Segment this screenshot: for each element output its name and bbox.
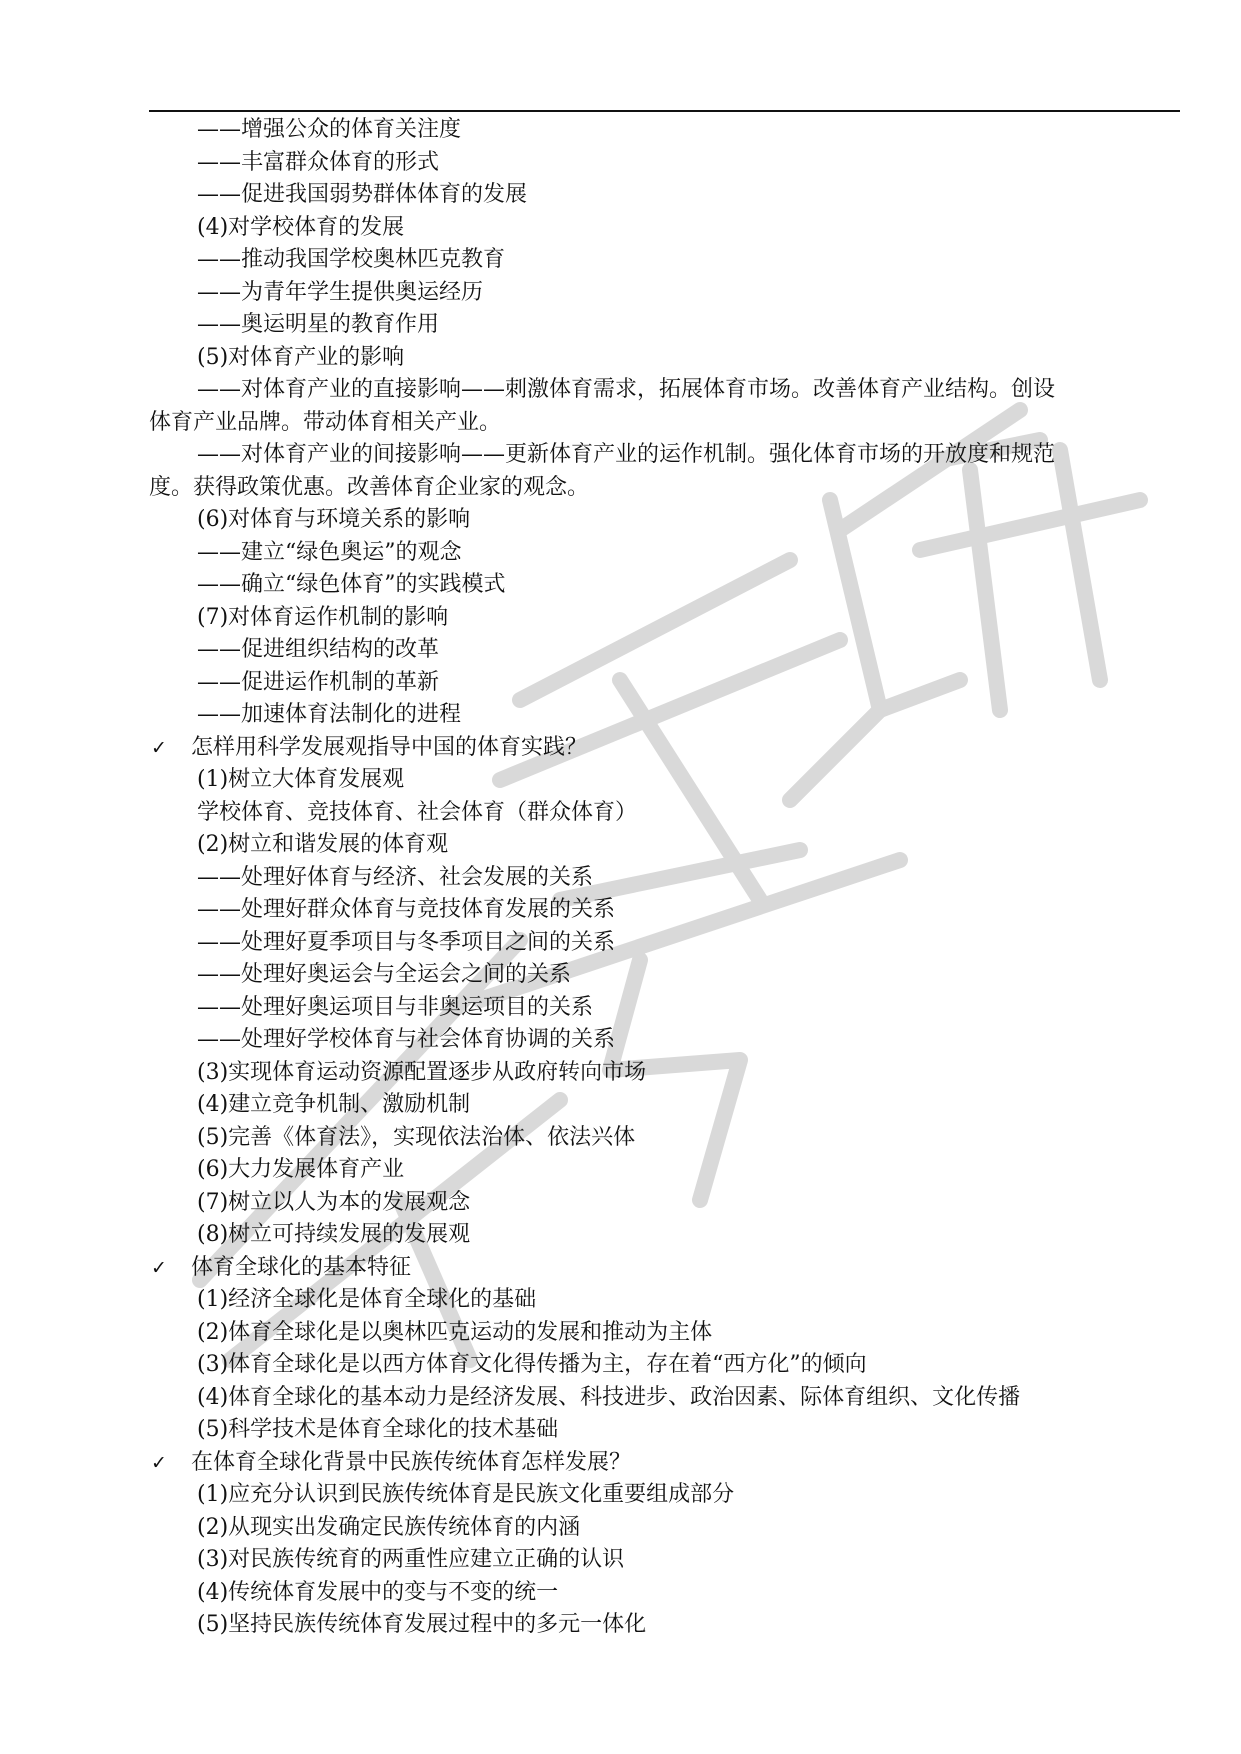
list-item: 学校体育、竞技体育、社会体育（群众体育）	[197, 799, 638, 825]
list-item: ——处理好奥运项目与非奥运项目的关系	[197, 994, 594, 1020]
dash-line: ——奥运明星的教育作用	[197, 312, 440, 337]
dash-line: ——建立“绿色奥运”的观念	[197, 539, 462, 565]
subheading: (5)对体育产业的影响	[197, 344, 405, 370]
list-item: ——处理好群众体育与竞技体育发展的关系	[197, 897, 616, 922]
list-item: ——处理好体育与经济、社会发展的关系	[197, 864, 594, 890]
subheading: (6)对体育与环境关系的影响	[197, 507, 471, 532]
list-item: (3)对民族传统育的两重性应建立正确的认识	[197, 1547, 625, 1572]
list-item: (3)实现体育运动资源配置逐步从政府转向市场	[197, 1059, 647, 1085]
list-item: (1)树立大体育发展观	[197, 767, 405, 792]
checkmark-icon: ✓	[151, 1256, 167, 1279]
subheading: (7)对体育运作机制的影响	[197, 604, 449, 630]
list-item: (2)从现实出发确定民族传统体育的内涵	[197, 1514, 581, 1540]
dash-line: ——促进运作机制的革新	[197, 669, 440, 695]
document-body	[149, 114, 1180, 1642]
list-item: ——处理好夏季项目与冬季项目之间的关系	[197, 929, 616, 955]
dash-line: ——为青年学生提供奥运经历	[197, 279, 484, 305]
list-item: ——处理好学校体育与社会体育协调的关系	[197, 1027, 616, 1052]
checkmark-icon: ✓	[151, 736, 167, 759]
paragraph-indirect-impact-line1: ——对体育产业的间接影响——更新体育产业的运作机制。强化体育市场的开放度和规范	[197, 442, 1056, 467]
list-item: (3)体育全球化是以西方体育文化得传播为主，存在着“西方化”的倾向	[197, 1352, 867, 1377]
question-title: 在体育全球化背景中民族传统体育怎样发展？	[191, 1449, 632, 1475]
paragraph-direct-impact-line1: ——对体育产业的直接影响——刺激体育需求，拓展体育市场。改善体育产业结构。创设	[197, 377, 1056, 402]
list-item: (5)完善《体育法》，实现依法治体、依法兴体	[197, 1124, 636, 1150]
question-heading	[149, 1252, 1180, 1285]
dash-line: ——丰富群众体育的形式	[197, 149, 440, 175]
list-item: (6)大力发展体育产业	[197, 1157, 405, 1182]
paragraph-indirect-impact-line2: 度。获得政策优惠。改善体育企业家的观念。	[149, 474, 590, 500]
list-item: (1)应充分认识到民族传统体育是民族文化重要组成部分	[197, 1482, 735, 1507]
list-item: (7)树立以人为本的发展观念	[197, 1189, 471, 1215]
paragraph-direct-impact-line2: 体育产业品牌。带动体育相关产业。	[149, 409, 502, 435]
header-rule	[149, 110, 1180, 112]
dash-line: ——促进我国弱势群体体育的发展	[197, 182, 528, 207]
list-item: (1)经济全球化是体育全球化的基础	[197, 1287, 537, 1312]
dash-line: ——确立“绿色体育”的实践模式	[197, 572, 506, 597]
list-item: (4)建立竞争机制、激励机制	[197, 1092, 471, 1117]
question-heading	[149, 1447, 1180, 1480]
dash-line: ——促进组织结构的改革	[197, 637, 440, 662]
subheading: (4)对学校体育的发展	[197, 214, 405, 240]
list-item: (2)体育全球化是以奥林匹克运动的发展和推动为主体	[197, 1319, 713, 1345]
list-item: (2)树立和谐发展的体育观	[197, 832, 449, 857]
list-item: (5)科学技术是体育全球化的技术基础	[197, 1417, 559, 1442]
question-title: 怎样用科学发展观指导中国的体育实践？	[191, 734, 588, 760]
dash-line: ——增强公众的体育关注度	[197, 117, 462, 142]
list-item: ——处理好奥运会与全运会之间的关系	[197, 962, 572, 987]
list-item: (4)传统体育发展中的变与不变的统一	[197, 1579, 559, 1605]
list-item: (5)坚持民族传统体育发展过程中的多元一体化	[197, 1612, 647, 1637]
list-item: (8)树立可持续发展的发展观	[197, 1222, 471, 1247]
list-item: (4)体育全球化的基本动力是经济发展、科技进步、政治因素、际体育组织、文化传播	[197, 1384, 1021, 1410]
dash-line: ——加速体育法制化的进程	[197, 702, 462, 727]
checkmark-icon: ✓	[151, 1451, 167, 1474]
question-heading	[149, 732, 1180, 765]
dash-line: ——推动我国学校奥林匹克教育	[197, 247, 506, 272]
question-title: 体育全球化的基本特征	[191, 1254, 412, 1280]
